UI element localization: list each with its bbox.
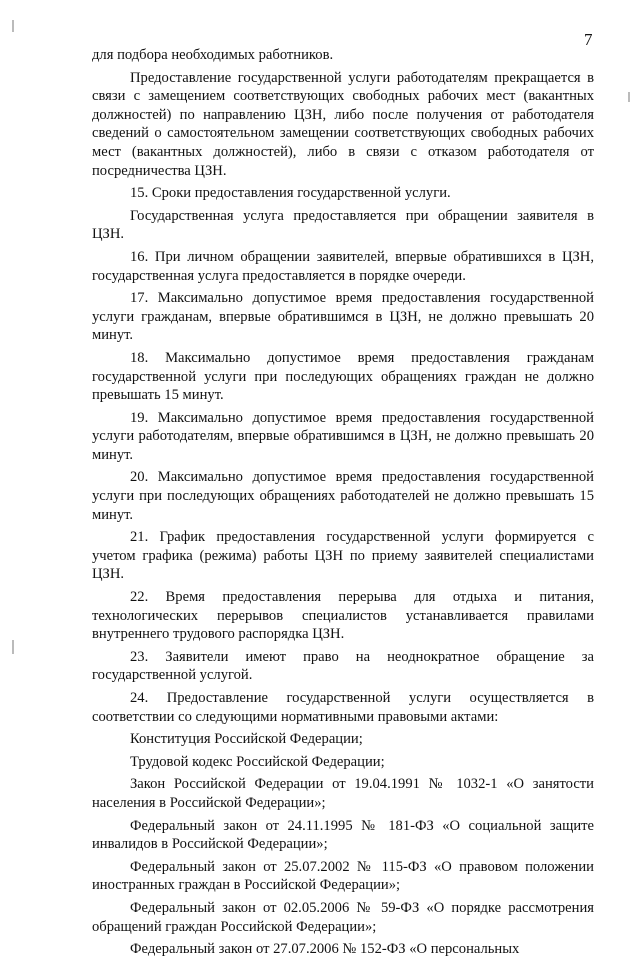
paragraph-continuation: для подбора необходимых работников. — [92, 47, 334, 63]
act-employment-law: Закон Российской Федерации от 19.04.1991 № 1032-1 «О занятости населения в Российской Федерации»; — [92, 776, 594, 811]
scan-margin-mark — [628, 92, 630, 102]
item-19: 19. Максимально допустимое время предоставления государственной услуги работодателям, впервые обратившимся в ЦЗН, не должно превышать 20 минут. — [92, 409, 594, 463]
item-22: 22. Время предоставления перерыва для отдыха и питания, технологических перерывов специалистов устанавливается правилами внутреннего трудового распорядка ЦЗН. — [92, 589, 594, 643]
item-21: 21. График предоставления государственной услуги формируется с учетом графика (режима) работы ЦЗН по приему заявителей специалистами ЦЗН. — [92, 529, 594, 583]
scan-margin-mark — [12, 20, 14, 32]
act-personal-data-law: Федеральный закон от 27.07.2006 № 152-ФЗ «О персональных — [130, 941, 520, 958]
item-24: 24. Предоставление государственной услуги осуществляется в соответствии со следующими нормативными правовыми актами: — [92, 690, 594, 725]
act-labor-code: Трудовой кодекс Российской Федерации; — [130, 753, 385, 770]
item-17: 17. Максимально допустимое время предоставления государственной услуги гражданам, впервые обратившимся в ЦЗН, не должно превышать 20 минут. — [92, 290, 594, 344]
paragraph-15-text: Государственная услуга предоставляется при обращении заявителя в ЦЗН. — [92, 207, 594, 243]
paragraph-termination: Предоставление государственной услуги работодателям прекращается в связи с замещением соответствующих свободных рабочих мест (вакантных должностей) по направлению ЦЗН, либо после получения от работодателя сведений о самостоятельном замещении соответствующих свободных рабочих мест (вакантных должностей), либо в связи с отказом работодателя от посредничества ЦЗН. — [92, 69, 594, 179]
act-appeals-law: Федеральный закон от 02.05.2006 № 59-ФЗ «О порядке рассмотрения обращений граждан Российской Федерации»; — [92, 899, 594, 935]
item-18: 18. Максимально допустимое время предоставления гражданам государственной услуги при последующих обращениях граждан не должно превышать 15 минут. — [92, 349, 594, 404]
item-23: 23. Заявители имеют право на неоднократное обращение за государственной услугой. — [92, 648, 594, 684]
act-foreign-citizens-law: Федеральный закон от 25.07.2002 № 115-ФЗ «О правовом положении иностранных граждан в Российской Федерации»; — [92, 858, 594, 894]
section-15-heading: 15. Сроки предоставления государственной услуги. — [130, 185, 451, 202]
document-body — [92, 46, 594, 963]
act-constitution: Конституция Российской Федерации; — [130, 731, 363, 748]
page-number: 7 — [584, 30, 593, 49]
scan-margin-mark — [12, 640, 14, 654]
item-20: 20. Максимально допустимое время предоставления государственной услуги при последующих обращениях работодателей не должно превышать 15 минут. — [92, 469, 594, 523]
item-16: 16. При личном обращении заявителей, впервые обратившихся в ЦЗН, государственная услуга предоставляется в порядке очереди. — [92, 248, 594, 284]
act-disability-law: Федеральный закон от 24.11.1995 № 181-ФЗ «О социальной защите инвалидов в Российской Федерации»; — [92, 817, 594, 853]
